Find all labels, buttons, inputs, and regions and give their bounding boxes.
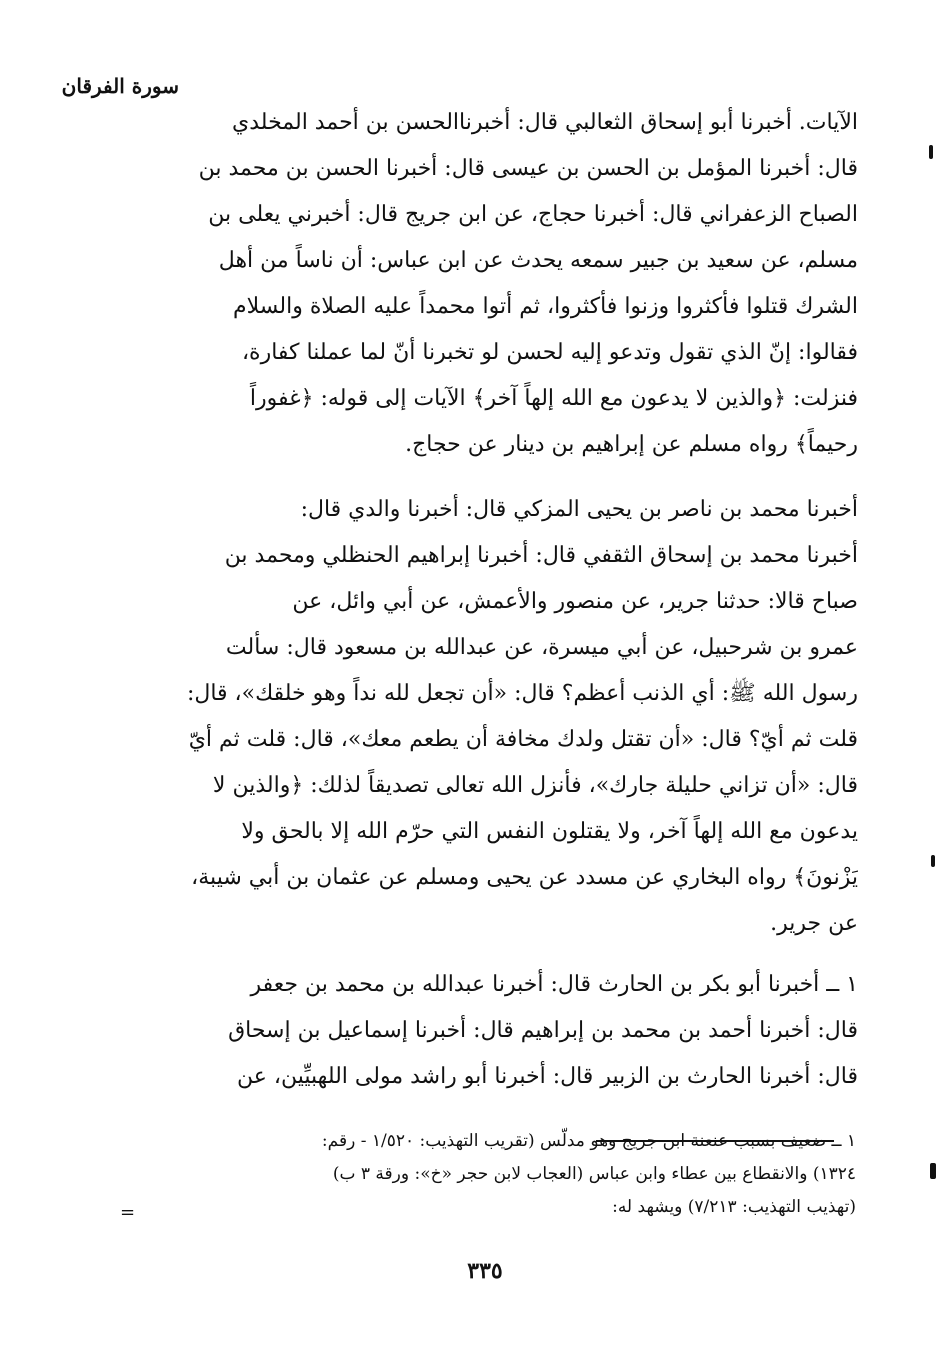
text-line: أخبرنا محمد بن إسحاق الثقفي قال: أخبرنا إبراهيم الحنظلي ومحمد بن [224,543,858,568]
text-line: الآيات. أخبرنا أبو إسحاق الثعالبي قال: أخبرناالحسن بن أحمد المخلدي [232,110,858,135]
text-line: أخبرنا محمد بن ناصر بن يحيى المزكي قال: أخبرنا والدي قال: [300,497,858,522]
text-line: فنزلت: ﴿والذين لا يدعون مع الله إلهاً آخر﴾ الآيات إلى قوله: ﴿غفوراً [249,386,858,411]
text-line: الصباح الزعفراني قال: أخبرنا حجاج، عن ابن جريج قال: أخبرني يعلى بن [208,202,858,227]
text-line: قال: أخبرنا الحارث بن الزبير قال: أخبرنا أبو راشد مولى اللهبيِّين، عن [237,1064,858,1089]
scan-speck [929,145,933,159]
footnote-line: ١٣٢٤) والانقطاع بين عطاء وابن عباس (العجاب لابن حجر «خ»: ورقة ٣ ب) [332,1164,856,1184]
scan-speck [931,855,935,867]
text-line: عن جرير. [770,911,858,936]
text-line: قال: أخبرنا المؤمل بن الحسن بن عيسى قال: أخبرنا الحسن بن محمد بن [198,156,858,181]
running-header-surah-title: سورة الفرقان [61,74,179,98]
scan-speck [930,1163,936,1179]
paragraph-numbered-narration [148,962,858,1100]
text-line: ١ ــ أخبرنا أبو بكر بن الحارث قال: أخبرنا عبدالله بن محمد بن جعفر [250,972,858,997]
text-line: قلت ثم أيّ؟ قال: «أن تقتل ولدك مخافة أن يطعم معك»، قال: قلت ثم أيّ [188,727,858,752]
text-line: قال: أخبرنا أحمد بن محمد بن إبراهيم قال: أخبرنا إسماعيل بن إسحاق [228,1018,858,1043]
text-line: رسول الله ﷺ: أي الذنب أعظم؟ قال: «أن تجعل لله نداً وهو خلقك»، قال: [186,681,858,706]
text-line: مسلم، عن سعيد بن جبير سمعه يحدث عن ابن عباس: أن ناساً من أهل [218,248,858,273]
footnote-block [150,1125,856,1224]
text-line: عمرو بن شرحبيل، عن أبي ميسرة، عن عبدالله بن مسعود قال: سألت [225,635,858,660]
footnote-continuation-mark: = [120,1202,136,1223]
paragraph-hadith-narration [148,487,858,947]
text-line: قال: «أن تزاني حليلة جارك»، فأنزل الله تعالى تصديقاً لذلك: ﴿والذين لا [212,773,858,798]
text-line: يَزْنونَ﴾ رواه البخاري عن مسدد عن يحيى ومسلم عن عثمان بن أبي شيبة، [191,865,858,890]
page-number: ٣٣٥ [467,1258,503,1284]
paragraph-asbab-nuzul [148,100,858,468]
text-line: يدعون مع الله إلهاً آخر، ولا يقتلون النفس التي حرّم الله إلا بالحق ولا [241,819,858,844]
footnote-line: ١ ــ ضعيف بسبب عنعنة ابن جريج وهو مدلّس (تقريب التهذيب: ١/٥٢٠ - رقم: [321,1131,856,1151]
text-line: الشرك قتلوا فأكثروا وزنوا فأكثروا، ثم أتوا محمداً عليه الصلاة والسلام [233,294,858,319]
text-line: صباح قالا: حدثنا جرير، عن منصور والأعمش، عن أبي وائل، عن [292,589,858,614]
text-line: رحيماً﴾ رواه مسلم عن إبراهيم بن دينار عن حجاج. [405,432,858,457]
text-line: فقالوا: إنّ الذي تقول وتدعو إليه لحسن لو تخبرنا أنّ لما عملنا كفارة، [241,340,858,365]
footnote-line: (تهذيب التهذيب: ٧/٢١٣) ويشهد له: [612,1197,856,1217]
